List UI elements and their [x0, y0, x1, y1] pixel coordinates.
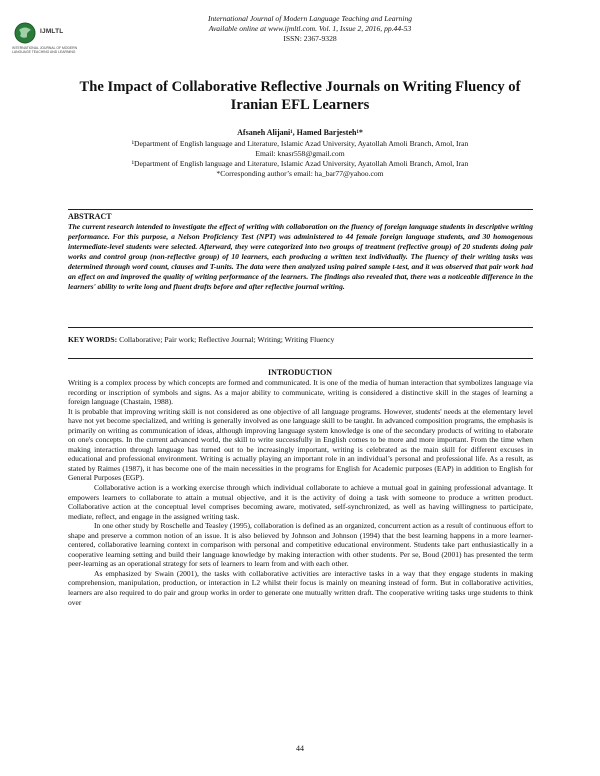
journal-name: International Journal of Modern Language Teaching and Learning — [207, 14, 413, 23]
keywords-bottom-rule — [68, 358, 533, 359]
journal-issn: ISSN: 2367-9328 — [283, 34, 337, 43]
author-affiliations — [60, 139, 540, 179]
introduction-heading: INTRODUCTION — [267, 368, 332, 377]
corresponding-author-email: *Corresponding author’s email: ha_bar77@yahoo.com — [216, 169, 384, 178]
journal-header — [120, 14, 500, 44]
globe-icon — [14, 22, 36, 44]
logo-name: IJMLTL — [40, 28, 64, 35]
intro-paragraph: Writing is a complex process by which concepts are formed and communicated. It is one of the media of human interaction that symbolizes language via recording or inscription of symbols and signs. As a major ability to communicate, writing is considered a distinctive skill in the stages of learning a foreign language (Chastain, 1988). — [68, 378, 533, 407]
keywords-text: Collaborative; Pair work; Reflective Journal; Writing; Writing Fluency — [119, 335, 335, 344]
keywords-label: KEY WORDS: — [68, 335, 118, 344]
paper-authors: Afsaneh Alijani¹, Hamed Barjesteh¹* — [237, 128, 363, 137]
logo-tagline: INTERNATIONAL JOURNAL OF MODERN LANGUAGE TEACHING AND LEARNING — [12, 46, 78, 54]
intro-paragraph: In one other study by Roschelle and Teasley (1995), collaboration is defined as an organized, concurrent action as a result of continuous effort to shape and preserve a common notion of an issue. It is also believed by Johnson and Johnson (1994) that the best learning happens in a more learner-centered, collaborative learning context in comparison with personal and competitive educational environment. Students take part enthusiastically in a cooperative learning setting and build their language knowledge by making interaction with other students. Per se, Boud (2001) has presented the term peer-learning as an operational strategy for sets of learners to learn from and with each other. — [68, 521, 533, 569]
abstract-heading: ABSTRACT — [68, 212, 112, 221]
affiliation-2: ¹Department of English language and Literature, Islamic Azad University, Ayatollah Amoli Branch, Amol, Iran — [131, 159, 469, 168]
intro-paragraph: Collaborative action is a working exercise through which individual collaborate to achieve a mutual goal in gaining professional advantage. It empowers learners to collaborate to attain a mutual objective, and it is the activity of doing a task with someone to produce a written product. Collaborative action at the conceptual level comprises becoming aware, motivated, self-synchronized, as well as having willingness to participate, mediate, reflect, and engage in the assigned writing task. — [68, 483, 533, 521]
abstract-bottom-rule — [68, 327, 533, 328]
intro-paragraph: As emphasized by Swain (2001), the tasks with collaborative activities are interactive tasks in a way that they engage students in making comprehension, manipulation, production, or interaction in L2 whilst their focus is mainly on meaning instead of form. But in collaborative activities, learners are also required to do pair and group works in order to generate one mutually written draft. The cooperative writing tasks urge students to think over — [68, 568, 533, 607]
paper-title: The Impact of Collaborative Reflective Journals on Writing Fluency of Iranian EFL Learners — [79, 79, 521, 113]
abstract-text: The current research intended to investigate the effect of writing with collaboration on the fluency of foreign language students in descriptive writing performance. For this purpose, a Nelson Proficiency Test (NPT) was administered to 44 female foreign language students, and 30 homogenous intermediate-level students were selected. Afterward, they were categorized into two groups of treatment (reflective group) of 20 students doing pair works and control group (non-reflective group) of 10 learners, each producing a written text individually. The fluency of their writing tasks was determined through word count, clauses and T-units. The data were then analyzed using paired sample t-test, and it was observed that pair work had an effect on and improved the quality of writing performance of the learners. The findings also revealed that, there was a noticeable difference in the learners' ability to write long and fluent drafts before and after reflective journal writing. — [68, 222, 533, 291]
introduction-body — [68, 378, 533, 607]
page-number: 44 — [296, 744, 304, 753]
abstract-top-rule — [68, 209, 533, 210]
journal-logo — [10, 20, 88, 60]
keywords — [68, 335, 533, 344]
journal-availability: Available online at www.ijmltl.com. Vol. 1, Issue 2, 2016, pp.44-53 — [208, 24, 412, 33]
intro-paragraph: It is probable that improving writing skill is not considered as one objective of all language programs. However, students' needs at the elementary level have not yet become specialized, and writing is generally involved as one language skill to be taught. In advanced composition programs, the emphasis is primarily on writing as communication of ideas, although improving language system knowledge is one of the secondary products of writing to elaborate on one's concepts. In the current advanced world, the skill to write successfully in English comes to be more and more important. From the time when making interaction through language has turned out to be increasingly important, writing is celebrated as the main skill for different excuses in educational and professional environment. Writing is actually playing an important role in an individual’s personal and professional life. As a result, as stated by Raimes (1987), it has become one of the main necessities in the programs for English for Academic purposes (EAP) in addition to English for General Purposes (EGP). — [68, 406, 533, 483]
author-email-1: Email: knasr558@gmail.com — [255, 149, 345, 158]
affiliation-1: ¹Department of English language and Literature, Islamic Azad University, Ayatollah Amoli Branch, Amol, Iran — [131, 139, 469, 148]
